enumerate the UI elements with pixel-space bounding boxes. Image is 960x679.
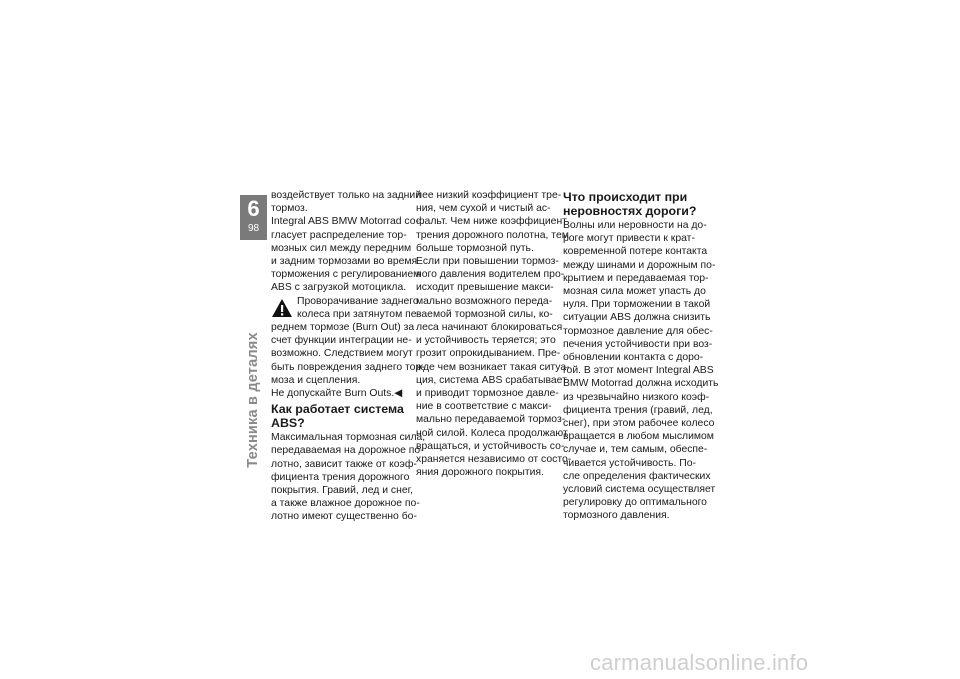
text-line: Integral ABS BMW Motorrad со- (271, 216, 419, 228)
text-line: покрытия. Гравий, лед и снег, (271, 485, 414, 497)
text-line: лотно, зависит также от коэф- (271, 458, 417, 470)
paragraph (563, 219, 719, 523)
watermark: carmanualsonline.info (590, 650, 809, 675)
paragraph (271, 431, 426, 523)
text-line: гласует распределение тор- (271, 229, 407, 241)
section-heading (563, 191, 701, 218)
text-line: ния, чем сухой и чистый ас- (416, 203, 551, 215)
text-line: ваемой тормозной силы, ко- (416, 308, 553, 320)
text-line: возможно. Следствием могут (271, 348, 413, 360)
text-line: мозная сила может упасть до (563, 286, 706, 298)
text-line: тормоз. (271, 203, 308, 215)
text-line: лотно имеют существенно бо- (271, 511, 417, 523)
text-line: Волны или неровности на до- (563, 220, 707, 231)
text-line: ситуации ABS должна снизить (563, 312, 711, 324)
text-line: реднем тормозе (Burn Out) за (271, 322, 415, 334)
heading-line: неровностях дороги? (563, 203, 697, 218)
text-line: торможения с регулированием (271, 269, 421, 281)
text-line: из чрезвычайно низкого коэф- (563, 391, 710, 403)
text-line: трения дорожного полотна, тем (416, 229, 569, 241)
text-line: ция, система ABS срабатывает (416, 374, 567, 386)
text-line: печения устойчивости при воз- (563, 338, 713, 350)
text-line: и устойчивость теряется; это (416, 335, 556, 347)
text-line: колеса при затянутом пе- (297, 308, 420, 320)
text-line: и приводит тормозное давле- (416, 388, 559, 400)
text-column-1 (271, 189, 426, 524)
text-line: ковременной потере контакта (563, 246, 708, 258)
text-line: храняется независимо от состо- (416, 454, 572, 466)
text-line: воздействует только на задний (271, 190, 422, 201)
text-line: обновлении контакта с доро- (563, 352, 704, 364)
text-line: и задним тормозами во время (271, 256, 418, 268)
paragraph (271, 189, 422, 215)
warning-triangle-icon (271, 297, 293, 319)
text-line: Если при повышении тормоз- (416, 256, 559, 268)
chapter-tab (240, 195, 267, 240)
paragraph (416, 189, 569, 255)
text-line: леса начинают блокироваться (416, 322, 563, 334)
text-line: чивается устойчивость. По- (563, 457, 696, 469)
text-line: условий система осуществляет (563, 484, 716, 496)
text-line: а также влажное дорожное по- (271, 498, 420, 510)
text-line: грозит опрокидыванием. Пре- (416, 348, 561, 360)
page-number: 98 (247, 223, 260, 234)
text-line: вращаться, и устойчивость со- (416, 440, 565, 452)
text-line: мозных сил между передним (271, 242, 412, 254)
text-line: BMW Motorrad должна исходить (563, 378, 719, 390)
section-heading (271, 403, 409, 430)
text-line: быть повреждения заднего тор- (271, 361, 425, 373)
text-line: ние в соответствие с макси- (416, 401, 552, 413)
text-line: счет функции интеграции не- (271, 335, 412, 347)
text-line: лее низкий коэффициент тре- (416, 190, 562, 201)
text-line: передаваемая на дорожное по- (271, 445, 424, 457)
text-line: мально передаваемой тормоз- (416, 414, 566, 426)
heading-line: Как работает система (271, 402, 404, 417)
text-line: Максимальная тормозная сила, (271, 432, 426, 444)
text-column-3 (563, 189, 719, 523)
text-line: сле определения фактических (563, 470, 711, 482)
text-line: фициента трения (гравий, лед, (563, 404, 713, 416)
paragraph (271, 215, 421, 294)
text-line: нуля. При торможении в такой (563, 299, 711, 311)
text-line: тормозного давления. (563, 510, 670, 522)
text-line: ной силой. Колеса продолжают (416, 427, 568, 439)
text-line: вращается в любом мыслимом (563, 431, 714, 443)
text-line: жде чем возникает такая ситуа- (416, 361, 570, 373)
text-line: моза и сцепления. (271, 374, 361, 386)
text-line: Проворачивание заднего (297, 295, 419, 307)
chapter-number: 6 (247, 196, 260, 221)
paragraph (416, 255, 572, 479)
text-line: крытием и передаваемая тор- (563, 272, 709, 284)
text-line: снег), при этом рабочее колесо (563, 418, 715, 430)
text-line: гой. В этот момент Integral ABS (563, 365, 714, 377)
text-line: случае и, тем самым, обеспе- (563, 444, 708, 456)
text-line: ного давления водителем про- (416, 269, 565, 281)
warning-block (271, 295, 425, 401)
text-line: роге могут привести к крат- (563, 233, 695, 245)
heading-line: Что происходит при (563, 190, 688, 204)
text-column-2 (416, 189, 572, 479)
text-line: тормозное давление для обес- (563, 325, 713, 337)
text-line: исходит превышение макси- (416, 282, 554, 294)
text-line: ABS с загрузкой мотоцикла. (271, 282, 407, 294)
text-line: яния дорожного покрытия. (416, 467, 544, 479)
text-line: Не допускайте Burn Outs.◀ (271, 388, 403, 400)
heading-line: ABS? (271, 415, 305, 430)
text-line: между шинами и дорожным по- (563, 259, 716, 271)
text-line: регулировку до оптимального (563, 497, 707, 509)
text-line: мально возможного переда- (416, 295, 553, 307)
text-line: больше тормозной путь. (416, 242, 534, 254)
chapter-side-title-text: Техника в деталях (245, 332, 261, 468)
text-line: фициента трения дорожного (271, 471, 410, 483)
text-line: фальт. Чем ниже коэффициент (416, 216, 567, 228)
